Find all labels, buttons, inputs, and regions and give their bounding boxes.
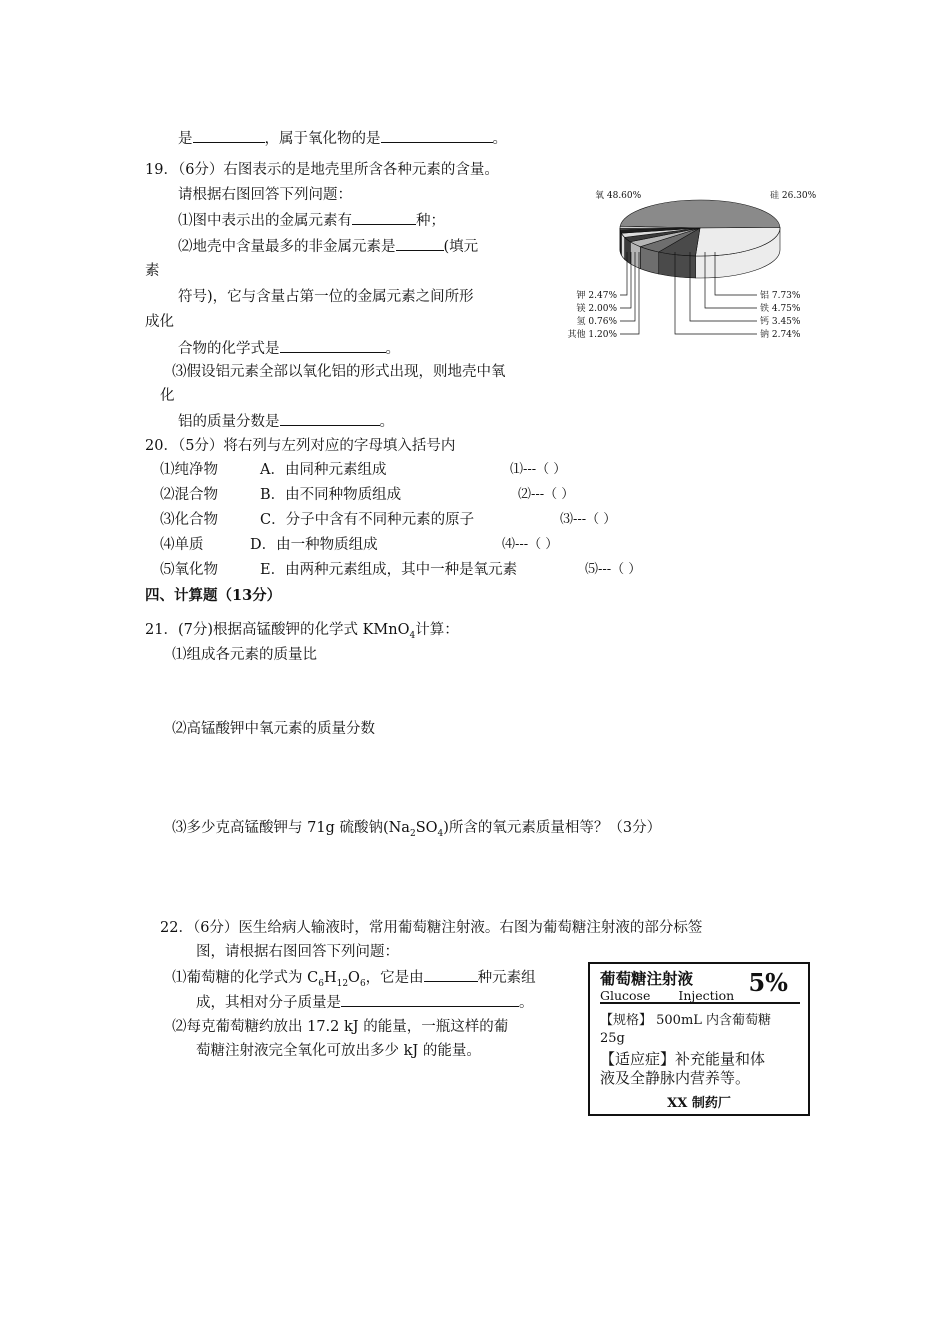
q20-option: B．由不同种物质组成 [260, 487, 402, 503]
q20-left-term: ⑴纯净物 [160, 462, 218, 478]
label-percent: 5% [748, 968, 788, 997]
q20-answer-slot[interactable]: ⑷---（ ） [502, 537, 559, 552]
pie-slice-氧 [620, 200, 780, 228]
answer-blank[interactable] [280, 411, 380, 426]
q20-option: D．由一种物质组成 [250, 537, 378, 553]
label-divider [600, 1002, 800, 1004]
pie-label-氧: 氧 48.60% [595, 191, 642, 201]
q20-left-term: ⑸氧化物 [160, 562, 218, 578]
q18-line: 是 ，属于氧化物的是 。 [178, 128, 507, 149]
q19-part3: ⑶假设铝元素全部以氧化铝的形式出现，则地壳中氧 [172, 364, 506, 380]
pie-label-钙: 钙 3.45% [760, 317, 801, 327]
pie-label-硅: 硅 26.30% [770, 191, 817, 201]
q19-part1: ⑴图中表示出的金属元素有 种； [178, 210, 445, 231]
q21-part2: ⑵高锰酸钾中氧元素的质量分数 [172, 721, 375, 737]
label-english-name: Glucose Injection [600, 988, 735, 1003]
pie-label-氢: 氢 0.76% [576, 317, 617, 327]
q22-part1: ⑴葡萄糖的化学式为 $C_6H_{12}O_6$，它是由 种元素组 [172, 967, 536, 994]
q20-answer-slot[interactable]: ⑴---（ ） [510, 462, 567, 477]
q20-heading: 20．（5分）将右列与左列对应的字母填入括号内 [145, 438, 456, 454]
q20-answer-slot[interactable]: ⑸---（ ） [585, 562, 642, 577]
q21-heading: 21．(7分)根据高锰酸钾的化学式 KMnO$_4$计算： [145, 622, 459, 641]
q20-left-term: ⑶化合物 [160, 512, 218, 528]
q19-part2-cont: 符号)，它与含量占第一位的金属元素之间所形 [178, 289, 474, 305]
q19-part2-wrap: 素 [145, 263, 160, 279]
q21-part3: ⑶多少克高锰酸钾与 71g 硫酸钠$(Na_2SO_4)$所含的氧元素质量相等？（3分） [172, 820, 662, 839]
pie-label-镁: 镁 2.00% [576, 304, 617, 314]
label-title: 葡萄糖注射液 [600, 969, 694, 988]
pie-label-铝: 铝 7.73% [760, 291, 801, 301]
q20-left-term: ⑵混合物 [160, 487, 218, 503]
section-heading: 四、计算题（13分） [145, 587, 282, 604]
q21-part1: ⑴组成各元素的质量比 [172, 647, 317, 663]
q20-answer-slot[interactable]: ⑵---（ ） [518, 487, 575, 502]
q22-part2: ⑵每克葡萄糖约放出 17.2 kJ 的能量，一瓶这样的葡 [172, 1019, 509, 1035]
q19-part3-answer: 铝的质量分数是 。 [178, 411, 394, 432]
answer-blank[interactable] [193, 128, 265, 143]
q19-part2-formula: 合物的化学式是 。 [178, 338, 400, 359]
q20-option: A．由同种元素组成 [260, 462, 387, 478]
answer-blank[interactable] [381, 128, 493, 143]
q20-option: C．分子中含有不同种元素的原子 [260, 512, 475, 528]
label-indication: 【适应症】补充能量和体 液及全静脉内营养等。 [600, 1050, 766, 1087]
q20-option: E．由两种元素组成，其中一种是氧元素 [260, 562, 518, 578]
pie-label-其他: 其他 1.20% [567, 330, 617, 340]
q22-part1-cont: 成，其相对分子质量是 。 [196, 992, 534, 1013]
q19-part3-wrap: 化 [160, 388, 175, 404]
answer-blank[interactable] [396, 236, 444, 251]
q22-heading: 22．（6分）医生给病人输液时，常用葡萄糖注射液。右图为葡萄糖注射液的部分标签 [160, 920, 703, 936]
answer-blank[interactable] [280, 338, 386, 353]
pie-label-铁: 铁 4.75% [760, 304, 801, 314]
answer-blank[interactable] [352, 210, 416, 225]
answer-blank[interactable] [341, 992, 519, 1007]
q20-answer-slot[interactable]: ⑶---（ ） [560, 512, 617, 527]
q19-part2: ⑵地壳中含量最多的非金属元素是 (填元 [178, 236, 478, 257]
crust-element-pie-chart [565, 180, 835, 350]
q19-intro: 请根据右图回答下列问题： [178, 187, 352, 203]
q20-left-term: ⑷单质 [160, 537, 204, 553]
glucose-injection-label [588, 962, 810, 1116]
pie-label-钠: 钠 2.74% [760, 330, 801, 340]
pie-label-钾: 钾 2.47% [576, 291, 617, 301]
q22-part2-cont: 萄糖注射液完全氧化可放出多少 kJ 的能量。 [196, 1043, 481, 1059]
label-spec: 【规格】 500mL 内含葡萄糖 25g [600, 1013, 772, 1046]
q19-heading: 19．（6分）右图表示的是地壳里所含各种元素的含量。 [145, 162, 499, 178]
label-manufacturer: XX 制药厂 [667, 1096, 731, 1111]
answer-blank[interactable] [424, 967, 478, 982]
q19-part2-wrap2: 成化 [145, 314, 174, 330]
q22-heading-cont: 图，请根据右图回答下列问题： [196, 944, 399, 960]
